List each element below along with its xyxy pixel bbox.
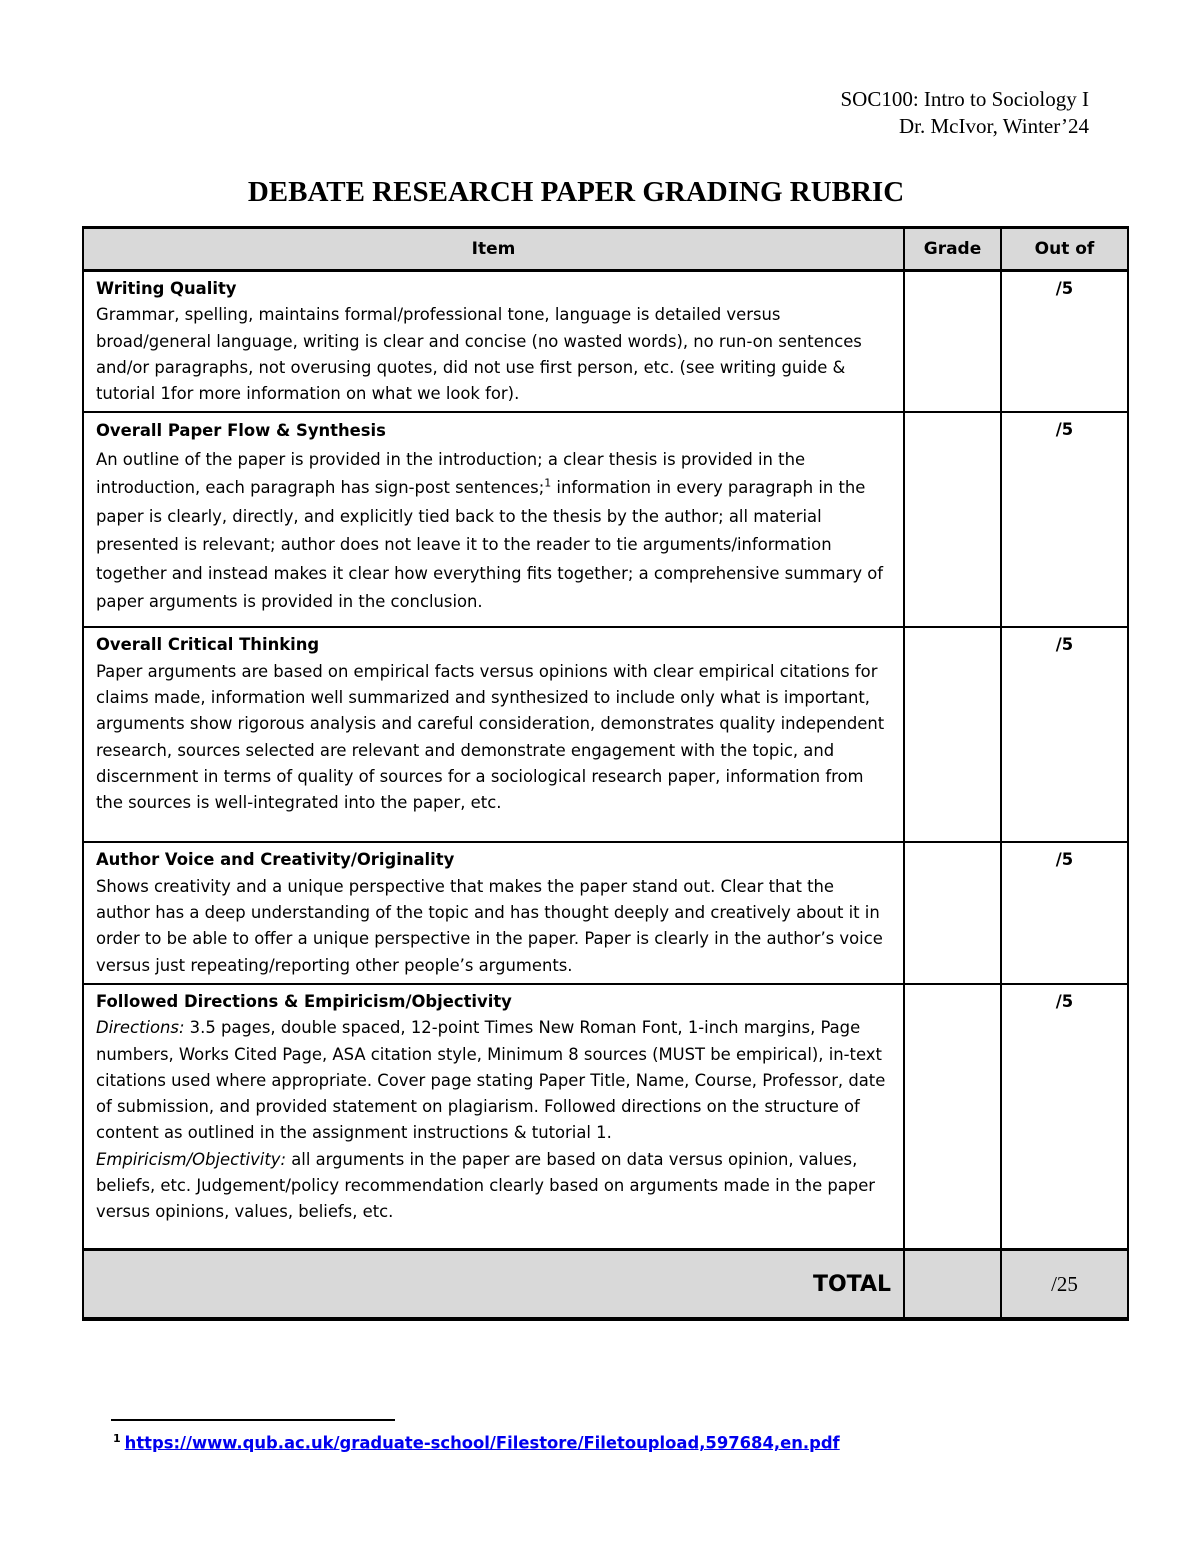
out-of-cell: /5: [1001, 412, 1128, 627]
item-description: [96, 1147, 893, 1226]
item-description: Shows creativity and a unique perspective that makes the paper stand out. Clear that the author has a deep understanding of the topic and has thought deeply and creatively about it in order to be able to offer a unique perspective in the paper. Paper is clearly in the author’s voice versus just repeating/reporting other people’s arguments.: [96, 876, 883, 975]
item-title: Followed Directions & Empiricism/Objectivity: [96, 991, 512, 1011]
table-row: [83, 984, 1128, 1250]
out-of-cell: /5: [1001, 627, 1128, 842]
total-grade-cell[interactable]: [904, 1250, 1001, 1320]
directions-text: 3.5 pages, double spaced, 12-point Times New Roman Font, 1-inch margins, Page numbers, Works Cited Page, ASA citation style, Minimum 8 sources (MUST be empirical), in-text citations used where appropriate. Cover page stating Paper Title, Name, Course, Professor, date of submission, and provided statement on plagiarism. Followed directions on the structure of content as outlined in the assignment instructions & tutorial 1.: [96, 1018, 886, 1143]
column-header-grade: Grade: [904, 228, 1001, 271]
document-header: [840, 86, 1089, 140]
empiricism-label: Empiricism/Objectivity:: [96, 1149, 287, 1169]
footnote-reference[interactable]: 1: [544, 477, 552, 491]
item-cell: [83, 271, 904, 413]
course-name: SOC100: Intro to Sociology I: [840, 87, 1089, 111]
empiricism-text: all arguments in the paper are based on data versus opinion, values, beliefs, etc. Judgement/policy recommendation clearly based on arguments made in the paper versus opinions, values, beliefs, etc.: [96, 1149, 876, 1222]
item-cell: [83, 984, 904, 1250]
directions-label: Directions:: [96, 1018, 185, 1038]
item-cell: [83, 842, 904, 983]
footnote-mark: 1: [113, 1432, 121, 1445]
item-description: [96, 1015, 893, 1146]
item-title: Author Voice and Creativity/Originality: [96, 850, 455, 870]
instructor-term: Dr. McIvor, Winter’24: [899, 114, 1089, 138]
footnote-link[interactable]: https://www.qub.ac.uk/graduate-school/Filestore/Filetoupload,597684,en.pdf: [124, 1433, 840, 1453]
table-row: [83, 271, 1128, 413]
grade-cell[interactable]: [904, 984, 1001, 1250]
item-cell: [83, 627, 904, 842]
out-of-cell: /5: [1001, 984, 1128, 1250]
table-row: [83, 627, 1128, 842]
total-label: TOTAL: [83, 1250, 904, 1320]
table-row: [83, 412, 1128, 627]
total-row: [83, 1250, 1128, 1320]
rubric-table: [82, 226, 1129, 1321]
item-cell: [83, 412, 904, 627]
column-header-out-of: Out of: [1001, 228, 1128, 271]
column-header-item: Item: [83, 228, 904, 271]
grade-cell[interactable]: [904, 842, 1001, 983]
footnote-separator: [111, 1419, 395, 1421]
description-text: information in every paragraph in the paper is clearly, directly, and explicitly tied back to the thesis by the author; all material presented is relevant; author does not leave it to the reader to tie arguments/information together and instead makes it clear how everything fits together; a comprehensive summary of paper arguments is provided in the conclusion.: [96, 478, 884, 612]
out-of-cell: /5: [1001, 842, 1128, 983]
footnote: [113, 1432, 840, 1452]
table-header-row: [83, 228, 1128, 271]
item-title: Writing Quality: [96, 279, 237, 298]
description-text: An outline of the paper is provided in the introduction; a clear thesis is provided in the introduction, each paragraph has sign-post sentences;: [96, 449, 806, 498]
item-description: Grammar, spelling, maintains formal/professional tone, language is detailed versus broad/general language, writing is clear and concise (no wasted words), no run-on sentences and/or paragraphs, not overusing quotes, did not use first person, etc. (see writing guide & tutorial 1for more information on what we look for).: [96, 305, 862, 404]
out-of-cell: /5: [1001, 271, 1128, 413]
item-description: Paper arguments are based on empirical facts versus opinions with clear empirical citations for claims made, information well summarized and synthesized to include only what is important, arguments show rigorous analysis and careful consideration, demonstrates quality independent research, sources selected are relevant and demonstrate engagement with the topic, and discernment in terms of quality of sources for a sociological research paper, information from the sources is well-integrated into the paper, etc.: [96, 661, 885, 813]
grade-cell[interactable]: [904, 412, 1001, 627]
total-out-of: /25: [1001, 1250, 1128, 1320]
grade-cell[interactable]: [904, 271, 1001, 413]
item-title: Overall Paper Flow & Synthesis: [96, 421, 386, 441]
item-description: [96, 446, 893, 617]
page-title: DEBATE RESEARCH PAPER GRADING RUBRIC: [247, 176, 905, 208]
grade-cell[interactable]: [904, 627, 1001, 842]
item-title: Overall Critical Thinking: [96, 635, 320, 655]
table-row: [83, 842, 1128, 983]
